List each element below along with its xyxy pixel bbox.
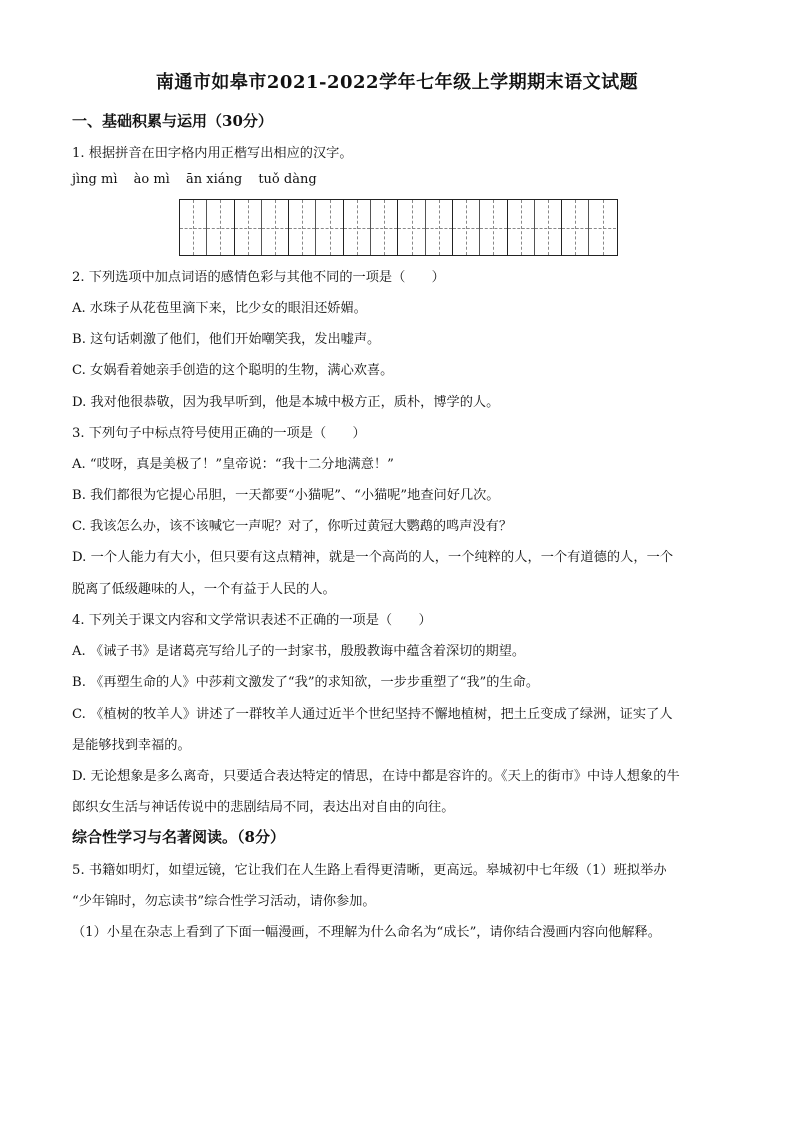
tianzige-cell[interactable]: [535, 200, 561, 255]
question-3-option-a: A. “哎呀，真是美极了！”皇帝说：“我十二分地满意！”: [72, 457, 394, 472]
tianzige-word-1: [180, 200, 235, 255]
pinyin-row: [72, 172, 329, 187]
question-3-option-c: C. 我该怎么办，该不该喊它一声呢？对了，你听过黄冠大鹦鹉的鸣声没有？: [72, 519, 513, 534]
tianzige-cell[interactable]: [316, 200, 342, 255]
tianzige-word-4: [344, 200, 399, 255]
question-2-option-a: A. 水珠子从花苞里滴下来，比少女的眼泪还娇媚。: [72, 301, 367, 316]
question-2-option-c: C. 女娲看着她亲手创造的这个聪明的生物，满心欢喜。: [72, 363, 394, 378]
question-5-sub-1: （1）小星在杂志上看到了下面一幅漫画，不理解为什么命名为“成长”，请你结合漫画内容向他解释。: [72, 925, 661, 940]
question-4-option-c-cont: 是能够找到幸福的。: [72, 738, 191, 753]
question-4-option-d-cont: 郎织女生活与神话传说中的悲剧结局不同，表达出对自由的向往。: [72, 800, 455, 815]
tianzige-cell[interactable]: [589, 200, 615, 255]
tianzige-cell[interactable]: [235, 200, 262, 255]
tianzige-cell[interactable]: [508, 200, 535, 255]
question-2-option-d: D. 我对他很恭敬，因为我早听到，他是本城中极方正，质朴，博学的人。: [72, 395, 500, 410]
pinyin-2: ào mì: [133, 172, 170, 187]
tianzige-cell[interactable]: [398, 200, 425, 255]
tianzige-cell[interactable]: [453, 200, 480, 255]
question-1-stem: 1. 根据拼音在田字格内用正楷写出相应的汉字。: [72, 146, 353, 161]
tianzige-cell[interactable]: [207, 200, 233, 255]
tianzige-word-6: [453, 200, 508, 255]
tianzige-cell[interactable]: [562, 200, 589, 255]
question-5-stem: 5. 书籍如明灯，如望远镜，它让我们在人生路上看得更清晰，更高远。皋城初中七年级（1）班拟举办: [72, 863, 667, 878]
tianzige-grid: [179, 199, 618, 256]
question-2-option-b: B. 这句话刺激了他们，他们开始嘲笑我，发出嘘声。: [72, 332, 381, 347]
question-4-option-a: A. 《诫子书》是诸葛亮写给儿子的一封家书，殷殷教诲中蕴含着深切的期望。: [72, 644, 526, 659]
section-heading-basics: 一、基础积累与运用（30分）: [72, 112, 273, 130]
question-2-stem: 2. 下列选项中加点词语的感情色彩与其他不同的一项是（ ）: [72, 270, 445, 285]
tianzige-cell[interactable]: [262, 200, 288, 255]
pinyin-1: jìng mì: [72, 172, 118, 187]
tianzige-word-7: [508, 200, 563, 255]
question-4-stem: 4. 下列关于课文内容和文学常识表述不正确的一项是（ ）: [72, 613, 432, 628]
question-5-stem-cont: “少年锦时，勿忘读书”综合性学习活动，请你参加。: [72, 894, 376, 909]
tianzige-word-5: [398, 200, 453, 255]
tianzige-cell[interactable]: [426, 200, 452, 255]
question-3-option-b: B. 我们都很为它提心吊胆，一天都要“小猫呢”、“小猫呢”地查问好几次。: [72, 488, 500, 503]
question-4-option-d: D. 无论想象是多么离奇，只要适合表达特定的情思，在诗中都是容许的。《天上的街市》中诗人想象的牛: [72, 769, 680, 784]
tianzige-word-3: [289, 200, 344, 255]
tianzige-word-8: [562, 200, 616, 255]
section-heading-comprehensive: 综合性学习与名著阅读。（8分）: [72, 828, 285, 846]
pinyin-4: tuǒ dàng: [258, 172, 317, 187]
question-3-option-d-cont: 脱离了低级趣味的人，一个有益于人民的人。: [72, 582, 336, 597]
tianzige-cell[interactable]: [480, 200, 506, 255]
tianzige-cell[interactable]: [371, 200, 397, 255]
question-3-option-d: D. 一个人能力有大小，但只要有这点精神，就是一个高尚的人，一个纯粹的人，一个有道德的人，一个: [72, 550, 674, 565]
page-title: 南通市如皋市2021-2022学年七年级上学期期末语文试题: [155, 72, 639, 93]
tianzige-cell[interactable]: [289, 200, 316, 255]
question-4-option-b: B. 《再塑生命的人》中莎莉文激发了“我”的求知欲，一步步重塑了“我”的生命。: [72, 675, 540, 690]
tianzige-cell[interactable]: [180, 200, 207, 255]
tianzige-word-2: [235, 200, 290, 255]
tianzige-cell[interactable]: [344, 200, 371, 255]
pinyin-3: ān xiáng: [185, 172, 243, 187]
question-4-option-c: C. 《植树的牧羊人》讲述了一群牧羊人通过近半个世纪坚持不懈地植树，把土丘变成了绿洲，证实了人: [72, 707, 673, 722]
question-3-stem: 3. 下列句子中标点符号使用正确的一项是（ ）: [72, 426, 366, 441]
